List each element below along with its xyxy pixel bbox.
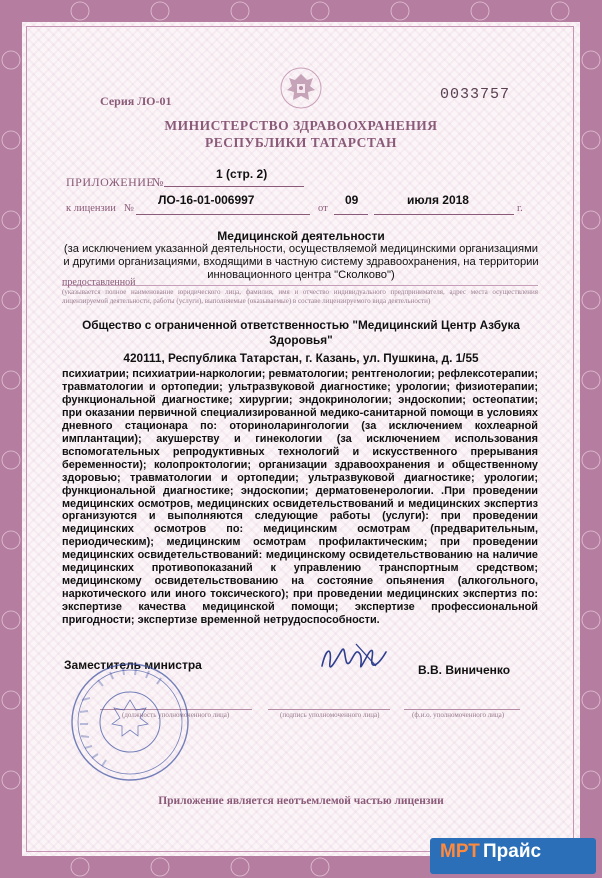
signature-caption-line bbox=[268, 709, 390, 710]
license-year-suffix: г. bbox=[517, 203, 523, 214]
provided-note: (указывается полное наименование юридического лица, фамилия, имя и отчество индивидуального предпринимателя, адрес места осуществления лицензируемой деятельности, работы (услуги), выполняемые (оказываемые) в составе лицензируемого вида деятельности) bbox=[62, 288, 538, 305]
signer-name: В.В. Виниченко bbox=[418, 663, 511, 677]
license-day-underline bbox=[334, 214, 368, 215]
name-caption: (ф.и.о. уполномоченного лица) bbox=[412, 711, 505, 719]
ministry-title-line1: МИНИСТЕРСТВО ЗДРАВООХРАНЕНИЯ bbox=[164, 118, 438, 133]
organization-address: 420111, Республика Татарстан, г. Казань, ул. Пушкина, д. 1/55 bbox=[123, 351, 479, 365]
license-number: ЛО-16-01-006997 bbox=[158, 193, 255, 207]
series-label: Серия ЛО-01 bbox=[100, 94, 172, 108]
provided-label: предоставленной bbox=[62, 277, 136, 288]
position-caption: (должность уполномоченного лица) bbox=[122, 711, 230, 719]
license-month-underline bbox=[374, 214, 514, 215]
brand-logo-part1: МРТ bbox=[440, 841, 480, 862]
license-label: к лицензии bbox=[66, 203, 116, 214]
ministry-title-line2: РЕСПУБЛИКИ ТАТАРСТАН bbox=[205, 135, 397, 150]
handwritten-signature bbox=[316, 636, 396, 686]
organization-name: Общество с ограниченной ответственностью "Медицинский Центр Азбука Здоровья" bbox=[82, 318, 520, 347]
signature-caption: (подпись уполномоченного лица) bbox=[280, 711, 380, 719]
license-month-year: июля 2018 bbox=[407, 193, 469, 207]
appendix-value: 1 (стр. 2) bbox=[216, 167, 268, 181]
signer-position: Заместитель министра bbox=[64, 658, 202, 672]
license-number-sign: № bbox=[124, 203, 135, 214]
activity-description: (за исключением указанной деятельности, осуществляемой медицинскими организациями и другими организациями, входящими в частную систему здравоохранения, на территории инновационного центра "Сколково") bbox=[63, 243, 539, 281]
license-from-label: от bbox=[318, 203, 328, 214]
official-stamp-seal bbox=[68, 660, 192, 784]
appendix-underline bbox=[164, 186, 304, 187]
appendix-number-sign: № bbox=[152, 175, 164, 189]
license-day: 09 bbox=[345, 193, 359, 207]
appendix-label: ПРИЛОЖЕНИЕ bbox=[66, 175, 155, 189]
license-number-underline bbox=[136, 214, 310, 215]
activity-title: Медицинской деятельности bbox=[217, 229, 385, 243]
services-list-text: психиатрии; психиатрии-наркологии; ревматологии; рентгенологии; рефлексотерапии; травматологии и ортопедии; ультразвуковой диагностике; урологии; физиотерапии; функциональной диагностике; хирургии; эндокринологии; эндоскопии; остеопатии; при оказании первичной специализированной медико-санитарной помощи в условиях дневного стационара по: оториноларингологии (за исключением кохлеарной имплантации); акушерству и гинекологии (за исключением использования вспомогательных репродуктивных технологий и искусственного прерывания беременности); колопроктологии; организации здравоохранения и общественному здоровью; травматологии и ортопедии; ультразвуковой диагностике; урологии; функциональной диагностике; эндоскопии; дерматовенерологии. .При проведении медицинских осмотров, медицинских освидетельствований и медицинских экспертиз организуются и выполняются следующие работы (услуги): при проведении медицинских осмотров по: медицинским осмотрам (предварительным, периодическим); медицинским осмотрам профилактическим; при проведении медицинских освидетельствований: медицинскому освидетельствованию на наличие медицинских противопоказаний к управлению транспортным средством; медицинскому освидетельствованию на состояние опьянения (алкогольного, наркотического или иного токсического); при проведении медицинских экспертиз по: экспертизе качества медицинской помощи; экспертизе профессиональной пригодности; экспертизе временной нетрудоспособности. bbox=[62, 368, 538, 627]
organization-block bbox=[70, 318, 532, 366]
brand-logo-part2: Прайс bbox=[483, 841, 542, 862]
coat-of-arms-emblem bbox=[279, 66, 323, 110]
name-caption-line bbox=[404, 709, 520, 710]
form-number: 0033757 bbox=[440, 86, 511, 103]
footer-note: Приложение является неотъемлемой частью лицензии bbox=[158, 795, 444, 807]
